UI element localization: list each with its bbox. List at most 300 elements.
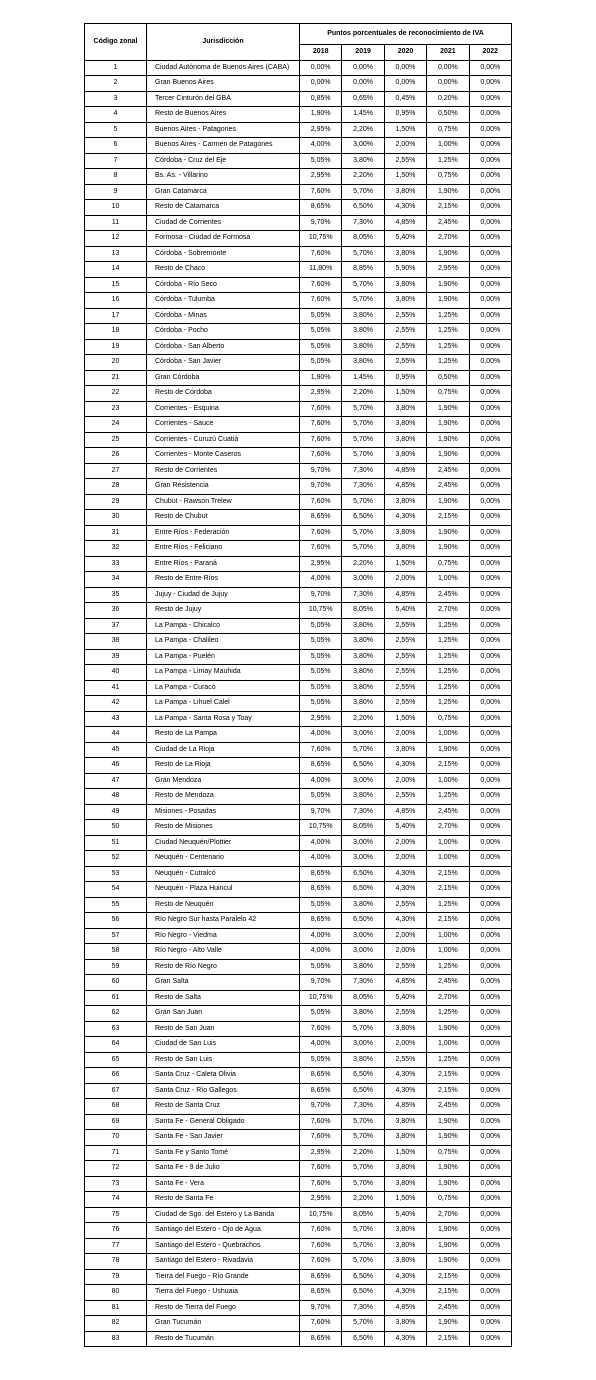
cell-2018: 8,65% [300,866,342,882]
cell-2019: 2,20% [342,169,384,185]
cell-2020: 3,80% [384,184,426,200]
cell-2021: 0,00% [427,60,469,76]
cell-2019: 3,80% [342,324,384,340]
cell-code: 51 [85,835,147,851]
cell-code: 43 [85,711,147,727]
cell-2021: 1,25% [427,634,469,650]
cell-jurisdiction: La Pampa - Chicalco [147,618,300,634]
cell-2018: 0,00% [300,60,342,76]
table-row [85,184,512,200]
cell-code: 61 [85,990,147,1006]
table-row [85,680,512,696]
cell-2018: 4,00% [300,944,342,960]
cell-jurisdiction: Santa Fe - San Javier [147,1130,300,1146]
cell-2022: 0,00% [469,215,511,231]
cell-code: 3 [85,91,147,107]
cell-2019: 5,70% [342,1161,384,1177]
cell-2018: 5,05% [300,696,342,712]
cell-2022: 0,00% [469,665,511,681]
cell-2022: 0,00% [469,1068,511,1084]
cell-2019: 0,00% [342,60,384,76]
cell-2022: 0,00% [469,820,511,836]
table-row [85,1037,512,1053]
cell-code: 41 [85,680,147,696]
header-jurisdiction: Jurisdicción [147,24,300,61]
cell-code: 16 [85,293,147,309]
table-body [85,60,512,1347]
cell-code: 67 [85,1083,147,1099]
cell-2019: 5,70% [342,448,384,464]
cell-2020: 3,80% [384,1238,426,1254]
cell-jurisdiction: Resto de Córdoba [147,386,300,402]
cell-2018: 8,65% [300,1083,342,1099]
cell-code: 46 [85,758,147,774]
cell-2019: 5,70% [342,417,384,433]
cell-2022: 0,00% [469,1331,511,1347]
table-row [85,789,512,805]
cell-code: 75 [85,1207,147,1223]
cell-2019: 3,80% [342,618,384,634]
cell-2018: 4,00% [300,835,342,851]
cell-code: 9 [85,184,147,200]
cell-2018: 5,05% [300,789,342,805]
cell-2020: 4,85% [384,1099,426,1115]
cell-jurisdiction: Corrientes - Esquina [147,401,300,417]
cell-2019: 7,30% [342,587,384,603]
cell-2018: 7,60% [300,184,342,200]
cell-jurisdiction: Santiago del Estero - Rivadavia [147,1254,300,1270]
cell-code: 4 [85,107,147,123]
cell-jurisdiction: Resto de Entre Ríos [147,572,300,588]
cell-2021: 2,70% [427,1207,469,1223]
cell-2018: 8,65% [300,1068,342,1084]
cell-jurisdiction: Gran Catamarca [147,184,300,200]
cell-2018: 5,05% [300,618,342,634]
cell-2021: 1,25% [427,649,469,665]
cell-2022: 0,00% [469,634,511,650]
cell-2022: 0,00% [469,649,511,665]
cell-2020: 4,30% [384,1285,426,1301]
cell-2020: 2,55% [384,649,426,665]
cell-2021: 2,70% [427,990,469,1006]
table-row [85,1176,512,1192]
cell-2021: 1,90% [427,525,469,541]
cell-2021: 2,15% [427,1285,469,1301]
cell-2021: 1,25% [427,355,469,371]
cell-2022: 0,00% [469,386,511,402]
cell-code: 83 [85,1331,147,1347]
cell-2019: 5,70% [342,277,384,293]
cell-2019: 3,00% [342,944,384,960]
cell-2020: 2,55% [384,665,426,681]
cell-jurisdiction: Neuquén - Centenario [147,851,300,867]
cell-2019: 3,80% [342,153,384,169]
cell-2022: 0,00% [469,959,511,975]
table-row [85,773,512,789]
cell-code: 27 [85,463,147,479]
cell-2018: 2,95% [300,711,342,727]
cell-2020: 4,85% [384,804,426,820]
cell-2020: 2,00% [384,727,426,743]
table-row [85,711,512,727]
cell-code: 44 [85,727,147,743]
cell-2020: 0,00% [384,76,426,92]
table-row [85,820,512,836]
cell-2021: 1,90% [427,1176,469,1192]
cell-2020: 5,40% [384,231,426,247]
cell-2020: 1,50% [384,556,426,572]
cell-code: 64 [85,1037,147,1053]
cell-2021: 1,00% [427,1037,469,1053]
cell-code: 29 [85,494,147,510]
cell-jurisdiction: Resto de Neuquén [147,897,300,913]
cell-2020: 0,00% [384,60,426,76]
header-year: 2018 [300,45,342,61]
cell-2019: 3,00% [342,928,384,944]
cell-2018: 4,00% [300,138,342,154]
table-row [85,1114,512,1130]
cell-2019: 2,20% [342,556,384,572]
cell-jurisdiction: Resto de La Pampa [147,727,300,743]
table-row [85,572,512,588]
cell-2021: 2,45% [427,587,469,603]
cell-2019: 5,70% [342,1254,384,1270]
cell-2018: 7,60% [300,1254,342,1270]
cell-2022: 0,00% [469,789,511,805]
cell-jurisdiction: La Pampa - Puelén [147,649,300,665]
cell-2020: 3,80% [384,494,426,510]
cell-2022: 0,00% [469,463,511,479]
cell-2018: 5,05% [300,324,342,340]
cell-2022: 0,00% [469,1285,511,1301]
cell-2020: 2,55% [384,355,426,371]
table-row [85,1145,512,1161]
cell-2019: 3,80% [342,897,384,913]
table-row [85,510,512,526]
table-row [85,169,512,185]
cell-2021: 2,70% [427,231,469,247]
cell-2020: 2,00% [384,1037,426,1053]
cell-2018: 7,60% [300,448,342,464]
table-row [85,494,512,510]
cell-jurisdiction: Entre Ríos - Federación [147,525,300,541]
cell-code: 72 [85,1161,147,1177]
cell-2021: 1,90% [427,293,469,309]
cell-2020: 3,80% [384,1021,426,1037]
cell-2018: 5,05% [300,680,342,696]
cell-2022: 0,00% [469,107,511,123]
cell-code: 40 [85,665,147,681]
cell-2018: 7,60% [300,1130,342,1146]
cell-2019: 5,70% [342,1176,384,1192]
cell-2020: 2,55% [384,634,426,650]
cell-2018: 9,70% [300,1099,342,1115]
cell-code: 76 [85,1223,147,1239]
cell-2019: 5,70% [342,293,384,309]
cell-jurisdiction: Corrientes - Monte Caseros [147,448,300,464]
cell-jurisdiction: Resto de Tierra del Fuego [147,1300,300,1316]
cell-2022: 0,00% [469,184,511,200]
cell-2018: 4,00% [300,572,342,588]
cell-2020: 4,85% [384,975,426,991]
cell-2019: 6,50% [342,1269,384,1285]
cell-jurisdiction: Santa Cruz - Caleta Olivia [147,1068,300,1084]
table-row [85,1161,512,1177]
cell-2018: 7,60% [300,432,342,448]
cell-code: 30 [85,510,147,526]
cell-jurisdiction: Corrientes - Curuzú Cuatiá [147,432,300,448]
cell-code: 13 [85,246,147,262]
cell-2020: 3,80% [384,293,426,309]
table-row [85,1254,512,1270]
cell-2020: 3,80% [384,417,426,433]
cell-code: 66 [85,1068,147,1084]
cell-2021: 1,25% [427,696,469,712]
cell-code: 31 [85,525,147,541]
cell-2021: 1,90% [427,184,469,200]
cell-2020: 2,00% [384,944,426,960]
cell-2018: 9,70% [300,479,342,495]
cell-code: 56 [85,913,147,929]
cell-2022: 0,00% [469,680,511,696]
cell-code: 74 [85,1192,147,1208]
cell-2018: 0,00% [300,76,342,92]
cell-2018: 8,65% [300,882,342,898]
table-row [85,308,512,324]
cell-2022: 0,00% [469,913,511,929]
cell-2021: 1,90% [427,401,469,417]
cell-2021: 1,00% [427,851,469,867]
cell-2019: 6,50% [342,913,384,929]
cell-jurisdiction: Resto de La Rioja [147,758,300,774]
table-row [85,975,512,991]
cell-2019: 7,30% [342,1300,384,1316]
cell-2019: 5,70% [342,1238,384,1254]
cell-code: 19 [85,339,147,355]
table-row [85,851,512,867]
cell-2019: 0,65% [342,91,384,107]
cell-2018: 9,70% [300,1300,342,1316]
cell-2021: 1,00% [427,138,469,154]
cell-2019: 8,05% [342,820,384,836]
cell-jurisdiction: Resto de Jujuy [147,603,300,619]
cell-2021: 2,45% [427,215,469,231]
cell-2020: 3,80% [384,432,426,448]
cell-2018: 8,65% [300,1331,342,1347]
cell-jurisdiction: Resto de Buenos Aires [147,107,300,123]
cell-2019: 1,45% [342,370,384,386]
cell-2021: 0,75% [427,1145,469,1161]
cell-jurisdiction: Resto de Santa Fe [147,1192,300,1208]
cell-2022: 0,00% [469,742,511,758]
cell-2019: 2,20% [342,1192,384,1208]
cell-2022: 0,00% [469,262,511,278]
cell-2018: 7,60% [300,1021,342,1037]
cell-2022: 0,00% [469,882,511,898]
cell-jurisdiction: Córdoba - San Alberto [147,339,300,355]
cell-jurisdiction: Santa Cruz - Río Gallegos [147,1083,300,1099]
cell-2019: 3,00% [342,835,384,851]
cell-code: 73 [85,1176,147,1192]
cell-2019: 2,20% [342,122,384,138]
cell-2018: 8,65% [300,1285,342,1301]
cell-2022: 0,00% [469,773,511,789]
table-row [85,107,512,123]
cell-2020: 3,80% [384,401,426,417]
cell-2022: 0,00% [469,541,511,557]
cell-2022: 0,00% [469,1114,511,1130]
cell-jurisdiction: Río Negro - Viedma [147,928,300,944]
cell-code: 80 [85,1285,147,1301]
cell-2021: 0,75% [427,1192,469,1208]
cell-2021: 0,75% [427,169,469,185]
cell-2019: 3,80% [342,1006,384,1022]
table-row [85,293,512,309]
cell-2020: 1,50% [384,386,426,402]
cell-2019: 3,00% [342,851,384,867]
cell-2021: 1,25% [427,339,469,355]
table-row [85,1300,512,1316]
cell-2022: 0,00% [469,1099,511,1115]
cell-jurisdiction: Resto de Santa Cruz [147,1099,300,1115]
cell-2021: 1,90% [427,742,469,758]
cell-2020: 2,55% [384,153,426,169]
cell-2020: 0,95% [384,107,426,123]
cell-code: 35 [85,587,147,603]
cell-2019: 3,80% [342,665,384,681]
cell-2018: 7,60% [300,494,342,510]
cell-2020: 1,50% [384,122,426,138]
cell-2020: 1,50% [384,1192,426,1208]
cell-2018: 7,60% [300,417,342,433]
table-row [85,649,512,665]
cell-2019: 3,00% [342,138,384,154]
cell-jurisdiction: Santa Fe - 9 de Julio [147,1161,300,1177]
cell-code: 81 [85,1300,147,1316]
table-row [85,200,512,216]
cell-2020: 0,95% [384,370,426,386]
cell-2020: 3,80% [384,1316,426,1332]
table-row [85,479,512,495]
cell-2020: 4,30% [384,510,426,526]
cell-2022: 0,00% [469,1052,511,1068]
table-row [85,541,512,557]
cell-2021: 1,00% [427,928,469,944]
cell-2022: 0,00% [469,417,511,433]
cell-2021: 1,25% [427,324,469,340]
cell-jurisdiction: La Pampa - Limay Mauhida [147,665,300,681]
cell-2021: 0,50% [427,370,469,386]
header-group: Puntos porcentuales de reconocimiento de IVA [300,24,512,45]
cell-2021: 1,00% [427,773,469,789]
cell-2021: 2,15% [427,1331,469,1347]
table-row [85,603,512,619]
cell-2019: 6,50% [342,882,384,898]
cell-2022: 0,00% [469,603,511,619]
table-row [85,866,512,882]
cell-2018: 2,95% [300,556,342,572]
cell-2018: 7,60% [300,742,342,758]
cell-2022: 0,00% [469,727,511,743]
cell-2019: 3,00% [342,572,384,588]
cell-jurisdiction: Santa Fe - General Obligado [147,1114,300,1130]
cell-2019: 8,05% [342,231,384,247]
cell-2020: 2,55% [384,339,426,355]
cell-2018: 2,95% [300,386,342,402]
iva-recognition-table [84,23,512,1347]
cell-2018: 7,60% [300,246,342,262]
cell-2020: 4,30% [384,200,426,216]
cell-jurisdiction: Ciudad Neuquén/Plottier [147,835,300,851]
table-row [85,370,512,386]
table-row [85,990,512,1006]
table-row [85,138,512,154]
cell-2020: 0,45% [384,91,426,107]
cell-2022: 0,00% [469,324,511,340]
cell-jurisdiction: Ciudad de Corrientes [147,215,300,231]
cell-2018: 7,60% [300,1114,342,1130]
cell-2019: 6,50% [342,510,384,526]
cell-2018: 5,05% [300,339,342,355]
cell-2020: 3,80% [384,1223,426,1239]
cell-2021: 0,75% [427,711,469,727]
cell-2019: 5,70% [342,1114,384,1130]
cell-2020: 5,90% [384,262,426,278]
cell-2020: 3,80% [384,277,426,293]
cell-2021: 1,00% [427,835,469,851]
document-page [84,23,511,1347]
cell-2022: 0,00% [469,370,511,386]
cell-2019: 5,70% [342,1130,384,1146]
cell-jurisdiction: Gran Salta [147,975,300,991]
cell-2019: 3,80% [342,959,384,975]
cell-code: 18 [85,324,147,340]
cell-2020: 3,80% [384,1161,426,1177]
cell-2019: 6,50% [342,1285,384,1301]
cell-2021: 1,25% [427,1006,469,1022]
table-row [85,1269,512,1285]
table-row [85,1223,512,1239]
cell-2019: 5,70% [342,742,384,758]
cell-2022: 0,00% [469,308,511,324]
cell-2021: 0,00% [427,76,469,92]
cell-code: 14 [85,262,147,278]
cell-2019: 7,30% [342,463,384,479]
cell-2019: 5,70% [342,541,384,557]
cell-jurisdiction: La Pampa - Chalileo [147,634,300,650]
cell-2018: 8,65% [300,200,342,216]
cell-jurisdiction: Corrientes - Sauce [147,417,300,433]
cell-2021: 1,25% [427,897,469,913]
cell-2022: 0,00% [469,1006,511,1022]
cell-2021: 2,45% [427,479,469,495]
cell-jurisdiction: Resto de Chaco [147,262,300,278]
cell-code: 11 [85,215,147,231]
cell-2022: 0,00% [469,851,511,867]
cell-2019: 5,70% [342,525,384,541]
cell-2022: 0,00% [469,153,511,169]
table-row [85,835,512,851]
cell-2019: 3,00% [342,727,384,743]
cell-2021: 2,15% [427,510,469,526]
table-row [85,1238,512,1254]
cell-code: 63 [85,1021,147,1037]
cell-2021: 2,45% [427,975,469,991]
cell-2022: 0,00% [469,1037,511,1053]
cell-jurisdiction: Santa Fe y Santo Tomé [147,1145,300,1161]
cell-2018: 4,00% [300,727,342,743]
cell-2022: 0,00% [469,587,511,603]
